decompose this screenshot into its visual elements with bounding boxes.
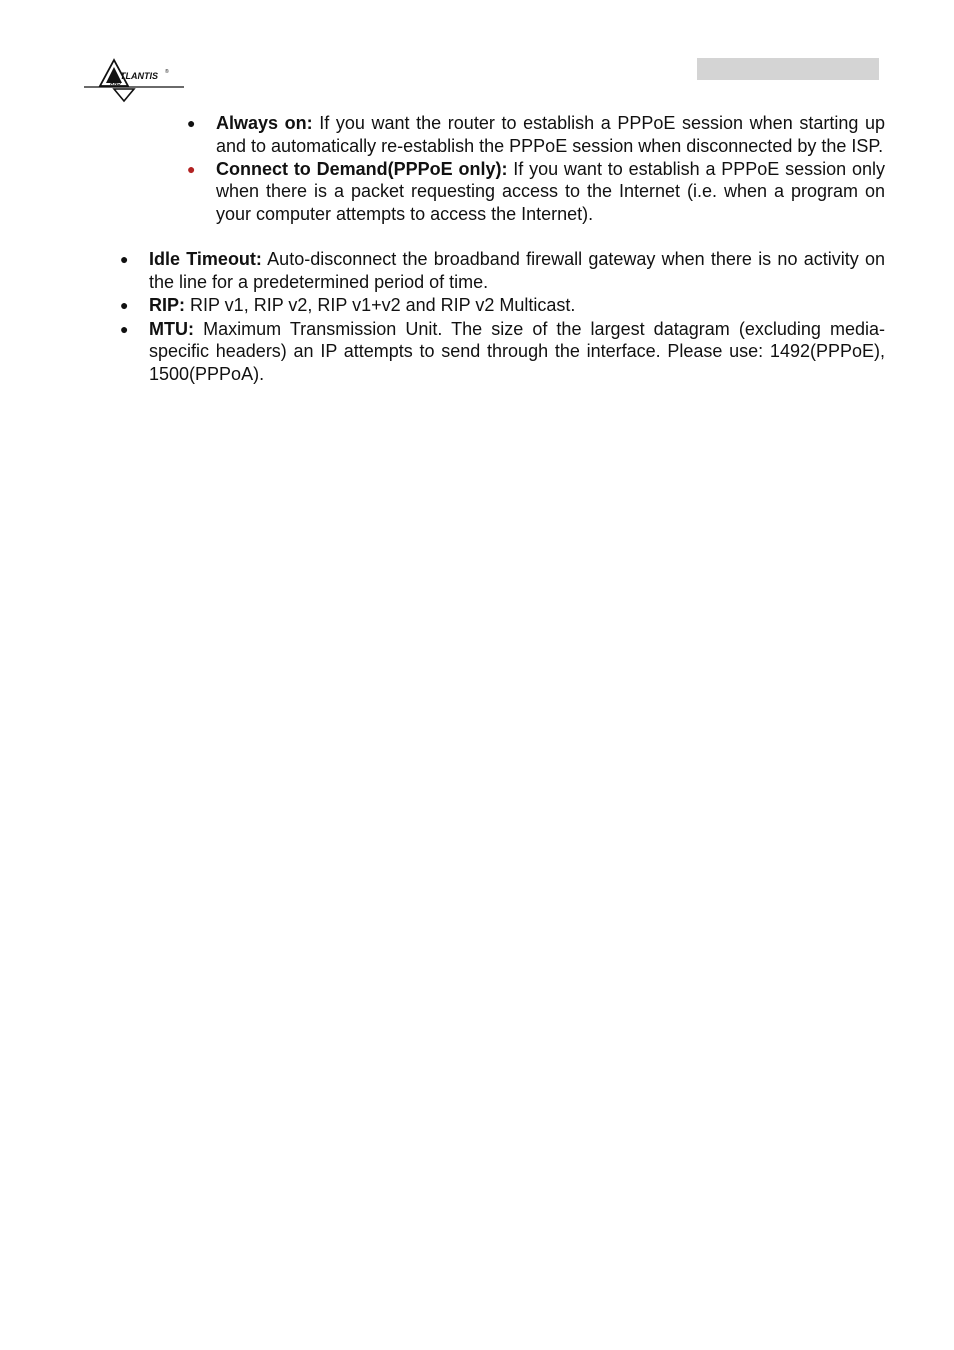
- description-always-on: If you want the router to establish a PPPoE session when starting up and to automatically re-establish the PPPoE session when disconnected by the ISP.: [216, 113, 885, 156]
- term-idle-timeout: Idle Timeout:: [149, 249, 262, 269]
- bullet-icon: ●: [120, 251, 129, 267]
- term-mtu: MTU:: [149, 318, 194, 339]
- svg-text:AND: AND: [110, 81, 121, 87]
- bullet-icon: ●: [187, 160, 196, 177]
- list-item-mtu: [120, 318, 885, 386]
- list-item-rip: [120, 294, 885, 317]
- term-connect-to-demand: Connect to Demand(PPPoE only):: [216, 158, 508, 179]
- list-item-connect-to-demand: [187, 158, 885, 226]
- term-always-on: Always on:: [216, 113, 313, 133]
- svg-text:TLANTIS: TLANTIS: [120, 71, 158, 81]
- list-item-always-on: [187, 112, 885, 157]
- svg-text:®: ®: [165, 69, 169, 75]
- header-bar: [697, 58, 879, 80]
- connection-mode-list: [187, 112, 885, 225]
- description-idle-timeout: Auto-disconnect the broadband firewall gateway when there is no activity on the line for a predetermined period of time.: [149, 249, 885, 292]
- description-mtu: Maximum Transmission Unit. The size of the largest datagram (excluding media-specific headers) an IP attempts to send through the interface. Please use: 1492(PPPoE), 1500(PPPoA).: [149, 318, 885, 384]
- description-rip: RIP v1, RIP v2, RIP v1+v2 and RIP v2 Multicast.: [185, 295, 576, 316]
- term-rip: RIP:: [149, 295, 185, 316]
- description-connect-to-demand: If you want to establish a PPPoE session only when there is a packet requesting access to the Internet (i.e. when a program on your computer attempts to access the Internet).: [216, 158, 885, 224]
- bullet-icon: ●: [120, 320, 129, 337]
- list-item-idle-timeout: [120, 248, 885, 293]
- bullet-icon: ●: [120, 297, 129, 314]
- atlantis-logo: [84, 58, 186, 106]
- settings-list: [120, 248, 885, 385]
- bullet-icon: ●: [187, 115, 196, 131]
